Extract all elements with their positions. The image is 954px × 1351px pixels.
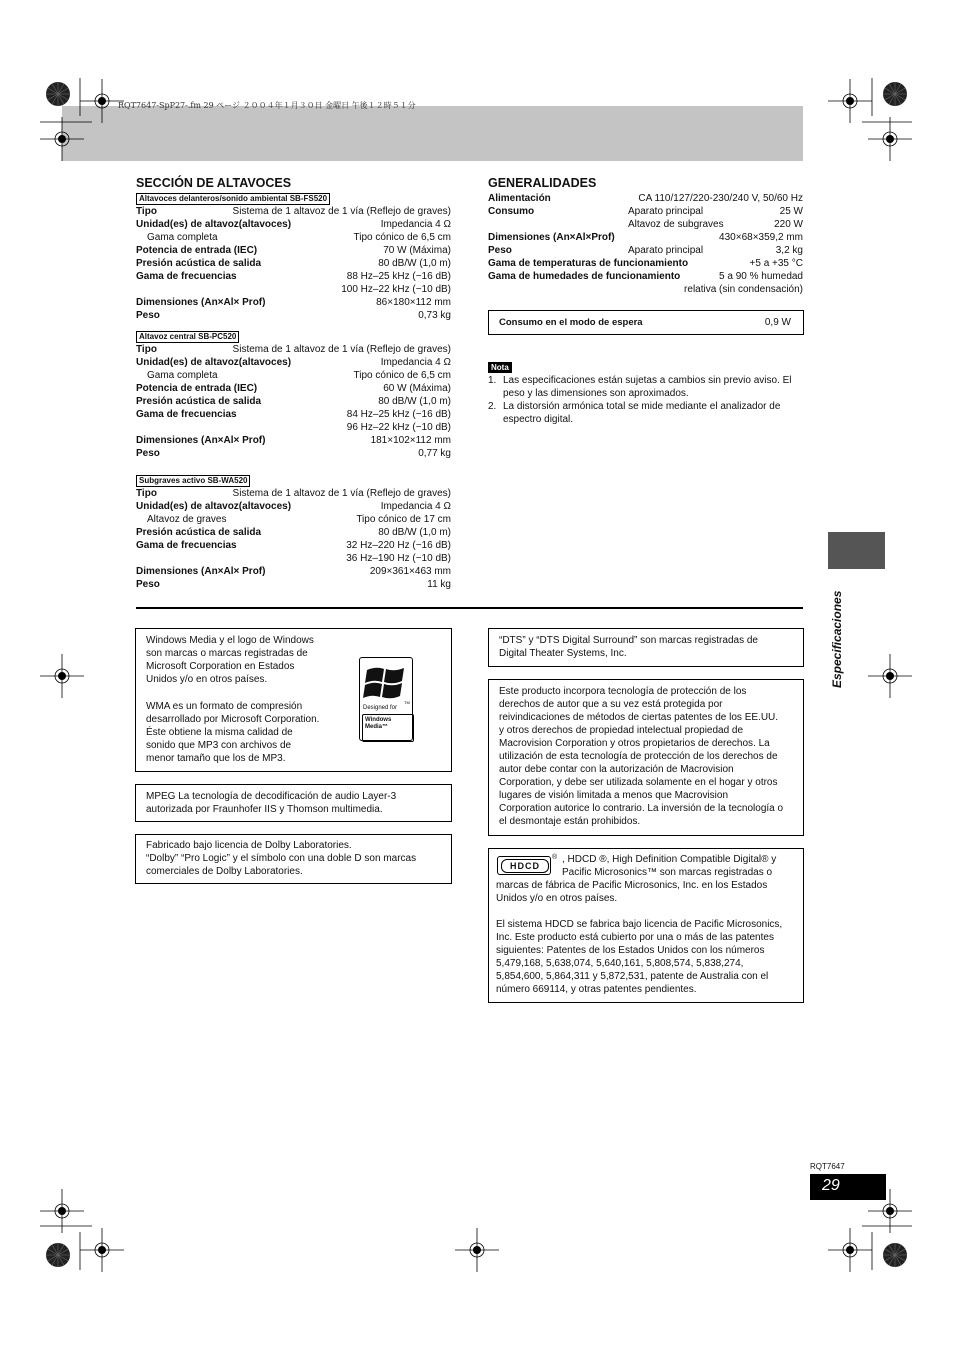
spec-label: Tipo xyxy=(136,344,157,355)
registration-target-icon xyxy=(883,1243,907,1267)
spec-label: Potencia de entrada (IEC) xyxy=(136,245,258,256)
spec-label: Peso xyxy=(488,245,512,256)
note-number: 2. xyxy=(488,401,497,412)
registration-target-icon xyxy=(883,82,907,106)
spec-value: 430×68×359,2 mm xyxy=(719,232,803,243)
note-text: La distorsión armónica total se mide mediante el analizador de espectro digital. xyxy=(503,401,781,425)
hdcd-text: marcas de fábrica de Pacific Microsonics, Inc. en los Estados Unidos y/o en otros países. El sistema HDCD se fabrica bajo licencia de Pacific Microsonics, Inc. Este producto está cubierto por una o más de las patentes siguientes: Patentes de los Estados Unidos con los números 5,479,168, 5,638,074, 5,640,161, 5,808,574, 5,838,274, 5,854,600, 5,864,311 y 5,872,531, patente de Australia con el número 669114, y otras patentes pendientes. xyxy=(496,880,783,995)
spec-label: Gama de frecuencias xyxy=(136,271,237,282)
spec-label: Peso xyxy=(136,310,160,321)
spec-label: Unidad(es) de altavoz(altavoces) xyxy=(136,501,292,512)
side-label: Especificaciones xyxy=(830,590,844,688)
spec-label: Gama de temperaturas de funcionamiento xyxy=(488,258,689,269)
registration-cross-icon xyxy=(828,79,872,123)
spec-label: Presión acústica de salida xyxy=(136,396,262,407)
spec-value: 25 W xyxy=(779,206,803,217)
note-number: 1. xyxy=(488,375,497,386)
spec-value: 84 Hz–25 kHz (−16 dB) xyxy=(346,409,451,420)
registration-cross-icon xyxy=(868,654,912,698)
spec-value: 3,2 kg xyxy=(775,245,803,256)
spec-label: Dimensiones (An×Al× Prof) xyxy=(136,435,266,446)
spec-value: 11 kg xyxy=(427,579,451,590)
spec-label: Gama de humedades de funcionamiento xyxy=(488,271,681,282)
spec-value: 88 Hz–25 kHz (−16 dB) xyxy=(346,271,451,282)
wma-text: Windows Media y el logo de Windows son marcas o marcas registradas de Microsoft Corporation en Estados Unidos y/o en otros países. WMA es un formato de compresión desarrollado por Microsoft Corporation. Éste obtiene la misma calidad de sonido que MP3 con archivos de menor tamaño que los de MP3. xyxy=(146,635,320,764)
spec-label: Gama completa xyxy=(147,232,218,243)
registration-target-icon xyxy=(46,82,70,106)
spec-label: Gama de frecuencias xyxy=(136,540,237,551)
spec-value: 32 Hz–220 Hz (−16 dB) xyxy=(346,540,451,551)
spec-label: Peso xyxy=(136,448,160,459)
spec-label: Consumo xyxy=(488,206,535,217)
standby-label: Consumo en el modo de espera xyxy=(499,317,643,328)
speaker-group-heading: Altavoces delanteros/sonido ambiental SB-FS520 xyxy=(136,193,330,205)
registration-cross-icon xyxy=(868,117,912,161)
doc-code: RQT7647 xyxy=(810,1162,845,1171)
spec-value: 70 W (Máxima) xyxy=(383,245,451,256)
note-text: Las especificaciones están sujetas a cambios sin previo aviso. El peso y las dimensiones son aproximados. xyxy=(503,375,792,399)
spec-value: Impedancia 4 Ω xyxy=(380,501,451,512)
spec-value: Sistema de 1 altavoz de 1 vía (Reflejo de graves) xyxy=(232,488,451,499)
spec-value: 100 Hz–22 kHz (−10 dB) xyxy=(341,284,451,295)
spec-label: Dimensiones (An×Al×Prof) xyxy=(488,232,615,243)
spec-value: relativa (sin condensación) xyxy=(684,284,803,295)
spec-value: Impedancia 4 Ω xyxy=(380,357,451,368)
spec-value: 181×102×112 mm xyxy=(370,435,451,446)
dolby-text: Fabricado bajo licencia de Dolby Laboratories. “Dolby” “Pro Logic” y el símbolo con una doble D son marcas comerciales de Dolby Laboratories. xyxy=(146,840,417,877)
hdcd-logo-mark: ® xyxy=(552,854,558,861)
registration-cross-icon xyxy=(455,1228,499,1272)
spec-label: Unidad(es) de altavoz(altavoces) xyxy=(136,357,292,368)
registration-cross-icon xyxy=(40,117,84,161)
spec-value: 5 a 90 % humedad xyxy=(719,271,803,282)
spec-label: Potencia de entrada (IEC) xyxy=(136,383,258,394)
spec-value: Impedancia 4 Ω xyxy=(380,219,451,230)
spec-label: Altavoz de graves xyxy=(147,514,227,525)
spec-sublabel: Altavoz de subgraves xyxy=(628,219,724,230)
spec-label: Dimensiones (An×Al× Prof) xyxy=(136,566,266,577)
spec-value: Tipo cónico de 17 cm xyxy=(356,514,451,525)
mpeg-text: MPEG La tecnología de decodificación de audio Layer-3 autorizada por Fraunhofer IIS y Thomson multimedia. xyxy=(146,791,397,815)
spec-value: 80 dB/W (1,0 m) xyxy=(378,527,451,538)
spec-label: Dimensiones (An×Al× Prof) xyxy=(136,297,266,308)
dts-text: “DTS” y “DTS Digital Surround” son marcas registradas de Digital Theater Systems, Inc. xyxy=(499,635,758,659)
macrovision-text: Este producto incorpora tecnología de protección de los derechos de autor que a su vez está protegida por reivindicaciones de métodos de ciertas patentes de los EE.UU. y otros derechos de propiedad intelectual propiedad de Macrovision Corporation y otros propietarios de derechos. La utilización de esta tecnología de protección de los derechos de autor debe contar con la autorización de Macrovision Corporation, y debe ser utilizada solamente en el hogar y otros lugares de visión limitada a menos que Macrovision Corporation autorice lo contrario. La inversión de la tecnología o el desmontaje están prohibidos. xyxy=(499,686,784,827)
spec-value: Sistema de 1 altavoz de 1 vía (Reflejo de graves) xyxy=(232,206,451,217)
spec-value: 80 dB/W (1,0 m) xyxy=(378,258,451,269)
spec-value: 220 W xyxy=(774,219,803,230)
spec-value: CA 110/127/220-230/240 V, 50/60 Hz xyxy=(638,193,803,204)
spec-sublabel: Aparato principal xyxy=(628,206,704,217)
page-number: 29 xyxy=(822,1177,840,1194)
speakers-title: SECCIÓN DE ALTAVOCES xyxy=(136,176,292,190)
spec-value: 0,73 kg xyxy=(418,310,451,321)
spec-value: Tipo cónico de 6,5 cm xyxy=(353,232,451,243)
spec-value: 36 Hz–190 Hz (−10 dB) xyxy=(346,553,451,564)
spec-label: Peso xyxy=(136,579,160,590)
spec-value: 0,77 kg xyxy=(418,448,451,459)
spec-label: Gama completa xyxy=(147,370,218,381)
spec-value: 80 dB/W (1,0 m) xyxy=(378,396,451,407)
spec-value: Tipo cónico de 6,5 cm xyxy=(353,370,451,381)
spec-value: 209×361×463 mm xyxy=(369,566,451,577)
spec-label: Presión acústica de salida xyxy=(136,527,262,538)
spec-value: Sistema de 1 altavoz de 1 vía (Reflejo de graves) xyxy=(232,344,451,355)
spec-label: Tipo xyxy=(136,206,157,217)
logo-designed-for: Designed for xyxy=(363,705,398,711)
spec-label: Unidad(es) de altavoz(altavoces) xyxy=(136,219,292,230)
logo-windows-media: Windows Media™ xyxy=(362,714,414,742)
registration-cross-icon xyxy=(80,1228,124,1272)
spec-value: 86×180×112 mm xyxy=(376,297,451,308)
spec-label: Tipo xyxy=(136,488,157,499)
spec-sublabel: Aparato principal xyxy=(628,245,704,256)
registration-target-icon xyxy=(46,1243,70,1267)
speaker-group-heading: Subgraves activo SB-WA520 xyxy=(136,475,250,487)
spec-label: Presión acústica de salida xyxy=(136,258,262,269)
general-title: GENERALIDADES xyxy=(488,176,597,190)
spec-label: Gama de frecuencias xyxy=(136,409,237,420)
spec-value: 96 Hz–22 kHz (−10 dB) xyxy=(346,422,451,433)
registration-cross-icon xyxy=(40,654,84,698)
standby-value: 0,9 W xyxy=(764,317,791,328)
spec-value: 60 W (Máxima) xyxy=(383,383,451,394)
hdcd-lead-text: , HDCD ®, High Definition Compatible Digital® y Pacific Microsonics™ son marcas registradas o xyxy=(562,854,777,878)
registration-cross-icon xyxy=(828,1228,872,1272)
file-line: RQT7647-SpP27-.fm 29 ページ ２００４年１月３０日 金曜日 午後１２時５１分 xyxy=(118,101,416,110)
speaker-group-heading: Altavoz central SB-PC520 xyxy=(136,331,239,343)
registration-cross-icon xyxy=(80,79,124,123)
hdcd-logo-text: HDCD xyxy=(501,859,549,873)
note-label: Nota xyxy=(488,362,512,373)
spec-label: Alimentación xyxy=(488,193,551,204)
svg-text:TM: TM xyxy=(404,700,410,705)
spec-value: +5 a +35 °C xyxy=(749,258,803,269)
